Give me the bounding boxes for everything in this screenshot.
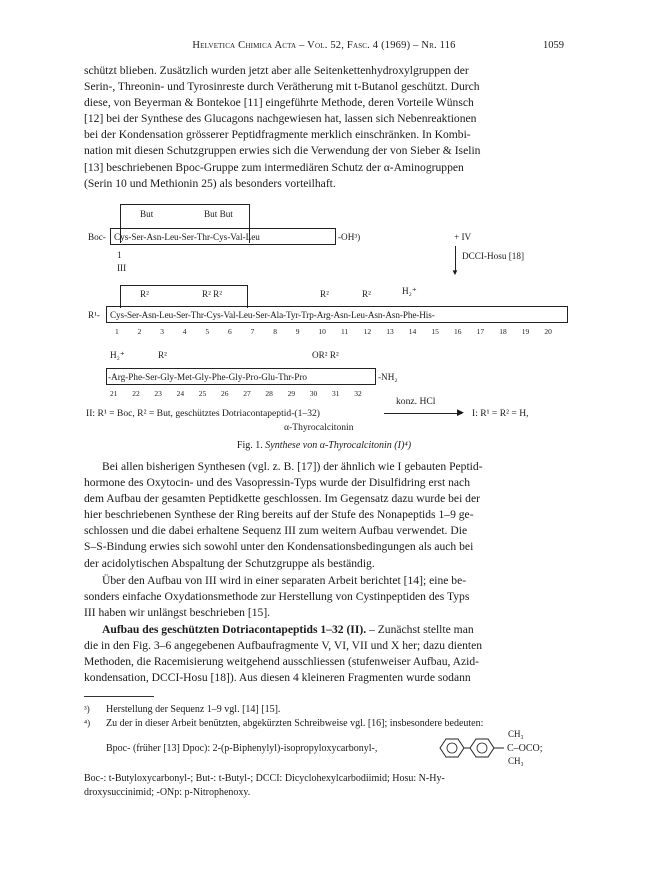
- residue-number: 9: [295, 327, 300, 336]
- text-line: Methoden, die Racemisierung weitgehend ausschliessen (stufenweiser Aufbau, Azid-: [84, 655, 480, 669]
- plus-iv: + IV: [454, 232, 472, 242]
- residue-number: 29: [287, 389, 296, 398]
- r2-label: R²: [320, 289, 329, 299]
- residue-number: 4: [182, 327, 187, 336]
- residue-number: 12: [363, 327, 372, 336]
- bpoc-definition: [84, 730, 564, 766]
- text-line: der acidolytischen Abspaltung der Schutzgruppe als beständig.: [84, 556, 375, 570]
- or2-r2-label: OR² R²: [312, 350, 339, 360]
- journal-title: Helvetica Chimica Acta – Vol. 52, Fasc. 4 (1969) – Nr. 116: [192, 40, 456, 51]
- residue-number: 28: [265, 389, 273, 398]
- text-line: kondensation, DCCI-Hosu [18]). Aus diesen 4 kleineren Fragmenten wurde sodann: [84, 671, 471, 685]
- residue-number: 15: [431, 327, 439, 336]
- residue-number: 25: [198, 389, 207, 398]
- boc-prefix: Boc-: [88, 232, 106, 242]
- residue-number: 7: [250, 327, 255, 336]
- residue-number: 5: [205, 327, 210, 336]
- reaction-arrow: [384, 413, 462, 414]
- text-line: die in den Fig. 3–6 angegebenen Aufbaufragmente V, VI, VII und X her; dazu dienten: [84, 639, 483, 653]
- reagent-label: DCCI-Hosu [18]: [462, 251, 525, 261]
- running-head: [84, 40, 564, 54]
- residue-number: 32: [354, 389, 362, 398]
- text-line: nation mit diesen Schutzgruppen erwies sich die Verwendung der von Sieber & Iselin: [84, 144, 481, 158]
- reaction-arrow-head: ▶: [457, 407, 464, 417]
- reaction-reagent: konz. HCl: [396, 396, 436, 407]
- residue-number: 14: [408, 327, 417, 336]
- residue-number: 27: [243, 389, 251, 398]
- residue-number: 26: [221, 389, 229, 398]
- nh2-suffix: -NH₂: [378, 372, 398, 382]
- reaction-right: I: R¹ = R² = H,: [472, 408, 529, 419]
- section-heading: Aufbau des geschützten Dotriacontapeptids 1–32 (II).: [102, 623, 367, 636]
- text-line: (Serin 10 und Methionin 25) als besonders vorteilhaft.: [84, 176, 336, 190]
- r2-label: R²: [158, 350, 167, 360]
- abbreviation-line: droxysuccinimid; -ONp: p-Nitrophenoxy.: [84, 786, 251, 798]
- second-sequence: -Arg-Phe-Ser-Gly-Met-Gly-Phe-Gly-Pro-Glu-Thr-Pro: [108, 372, 307, 382]
- footnote-mark: ³): [84, 704, 90, 714]
- h2-plus-label: H₂⁺: [110, 350, 125, 360]
- caption-text: Synthese von α-Thyrocalcitonin (I)⁴): [265, 440, 412, 451]
- footnotes: [84, 696, 564, 799]
- r1-prefix: R¹-: [88, 310, 100, 320]
- methyl-bottom: CH₃: [508, 756, 524, 766]
- residue-number: 2: [137, 327, 142, 336]
- residue-number: 24: [176, 389, 185, 398]
- oh-suffix: -OH³): [338, 232, 361, 242]
- paragraph-3: [84, 573, 564, 621]
- reaction-arrow-head: ▼: [451, 268, 459, 277]
- methyl-top: CH₃: [508, 729, 524, 739]
- residue-number: 8: [273, 327, 277, 336]
- residue-number: 3: [160, 327, 164, 336]
- text-line: Serin-, Threonin- und Tyrosinreste durch Verätherung mit t-Butanol geschützt. Durch: [84, 80, 480, 94]
- paragraph-2: [84, 459, 564, 572]
- residue-number: 31: [332, 389, 340, 398]
- caption-prefix: Fig. 1.: [236, 440, 263, 451]
- text-line: schützt blieben. Zusätzlich wurden jetzt aber alle Seitenkettenhydroxylgruppen der: [84, 64, 469, 77]
- text-line: [12] bei der Synthese des Glucagons nachgewiesen hat, lassen sich Nebenreaktionen: [84, 112, 477, 126]
- reaction-product-name: α-Thyrocalcitonin: [284, 422, 354, 433]
- residue-number: 13: [386, 327, 394, 336]
- label-1: 1: [117, 250, 122, 260]
- footnote-rule: [84, 696, 154, 697]
- but-but-label: But But: [204, 209, 233, 219]
- text-line: III haben wir unlängst beschrieben [15].: [84, 606, 271, 620]
- text-line: bei der Kondensation grösserer Peptidfragmente merklich einschränken. In Kombi-: [84, 128, 471, 142]
- paragraph-1: [84, 63, 564, 192]
- r2-r2-label: R² R²: [202, 289, 223, 299]
- figure-caption: [84, 440, 564, 451]
- main-sequence: Cys-Ser-Asn-Leu-Ser-Thr-Cys-Val-Leu-Ser-Ala-Tyr-Trp-Arg-Asn-Leu-Asn-Asn-Phe-His-: [110, 310, 435, 320]
- paragraph-4: [84, 622, 564, 686]
- figure-synthesis-scheme: [84, 200, 564, 458]
- text-line: sonders einfache Oxydationsmethode zur Herstellung von Cystinpeptiden des Typs: [84, 590, 470, 604]
- r2-label: R²: [140, 289, 149, 299]
- residue-number: 22: [132, 389, 140, 398]
- footnote-4: [84, 717, 564, 731]
- reaction-left: II: R¹ = Boc, R² = But, geschütztes Dotriacontapeptid-(1–32): [86, 408, 320, 419]
- text-line: hier beschriebenen Synthese der Ring bereits auf der Stufe des Nonapeptids 1–9 ge-: [84, 508, 474, 522]
- bpoc-text: Bpoc- (früher [13] Dpoc): 2-(p-Biphenylyl)-isopropyloxycarbonyl-,: [106, 743, 378, 754]
- c-oco: C–OCO;: [507, 743, 543, 754]
- text-line: [13] beschriebenen Bpoc-Gruppe zum intermediären Schutz der α-Aminogruppen: [84, 160, 464, 174]
- residue-number: 11: [341, 327, 349, 336]
- r2-label: R²: [362, 289, 371, 299]
- text-line: – Zunächst stellte man: [366, 623, 474, 636]
- text-line: dem Aufbau der gesamten Peptidkette geschlossen. Im Gegensatz dazu wurde bei der: [84, 492, 480, 506]
- biphenyl-structure-icon: [436, 736, 506, 760]
- footnote-text: Zu der in dieser Arbeit benützten, abgekürzten Schreibweise vgl. [16]; insbesondere bedeuten:: [106, 717, 484, 729]
- abbreviation-line: Boc-: t-Butyloxycarbonyl-; But-: t-Butyl-; DCCI: Dicyclohexylcarbodiimid; Hosu: N-Hy-: [84, 773, 445, 784]
- nonapeptide-sequence: Cys-Ser-Asn-Leu-Ser-Thr-Cys-Val-Leu: [114, 232, 260, 242]
- label-III: III: [117, 263, 127, 273]
- page-number: 1059: [543, 40, 564, 51]
- residue-number: 30: [309, 389, 318, 398]
- text-line: Bei allen bisherigen Synthesen (vgl. z. B. [17]) der ähnlich wie I gebauten Peptid-: [102, 460, 483, 473]
- text-line: S–S-Bindung erwies sich sowohl unter den Kondensationsbedingungen als auch bei: [84, 540, 474, 554]
- residue-number: 23: [154, 389, 162, 398]
- residue-number: 17: [476, 327, 485, 336]
- text-line: diese, von Beyerman & Bontekoe [11] eingeführte Methode, deren Vorteile Wünsch: [84, 96, 474, 110]
- residue-number: 21: [110, 389, 118, 398]
- footnote-mark: ⁴): [84, 717, 91, 728]
- residue-number: 19: [521, 327, 530, 336]
- text-line: schlossen und die dabei erhaltene Sequenz III zum weitern Aufbau verwendet. Die: [84, 524, 468, 538]
- residue-number: 18: [499, 327, 507, 336]
- but-label: But: [140, 209, 154, 219]
- residue-number: 16: [454, 327, 462, 336]
- residue-number: 20: [544, 327, 552, 336]
- residue-number: 6: [228, 327, 232, 336]
- residue-number: 1: [115, 327, 119, 336]
- footnote-text: Herstellung der Sequenz 1–9 vgl. [14] [15].: [106, 704, 281, 715]
- text-line: Über den Aufbau von III wird in einer separaten Arbeit berichtet [14]; eine be-: [102, 574, 467, 587]
- residue-number: 10: [318, 327, 326, 336]
- footnote-3: [84, 703, 564, 717]
- text-line: hormone des Oxytocin- und des Vasopressin-Typs wurde der Disulfidring erst nach: [84, 476, 471, 490]
- h2-plus-label: H₂⁺: [402, 286, 417, 296]
